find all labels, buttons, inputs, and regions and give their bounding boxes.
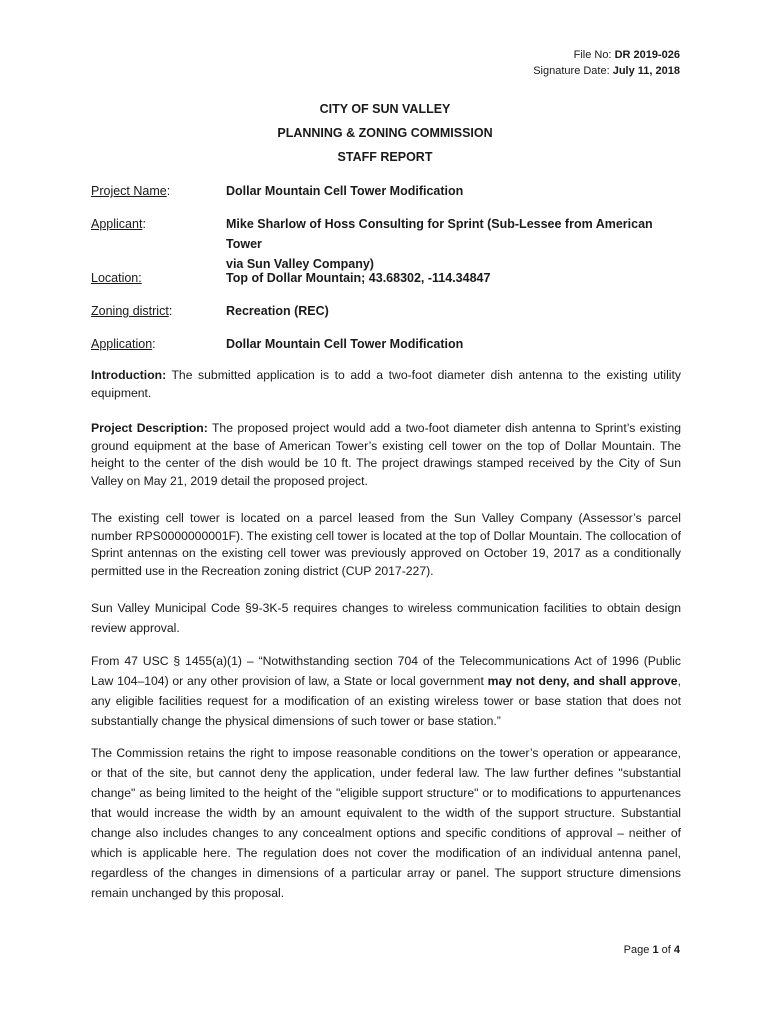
title-line-report: STAFF REPORT xyxy=(337,150,433,164)
title-line-commission: PLANNING & ZONING COMMISSION xyxy=(277,126,493,140)
project-name-label: Project Name: xyxy=(91,184,171,198)
usc-quote-emphasis: may not deny, and shall approve xyxy=(487,674,678,688)
project-description-paragraph xyxy=(91,420,681,490)
page-label: Page xyxy=(623,944,650,956)
signature-date-line xyxy=(533,63,680,79)
applicant-value xyxy=(226,214,681,274)
signature-date-label: Signature Date: xyxy=(533,65,610,77)
file-no-label: File No: xyxy=(573,49,612,61)
project-name-value: Dollar Mountain Cell Tower Modification xyxy=(226,184,464,198)
municipal-code-paragraph: Sun Valley Municipal Code §9-3K-5 requires changes to wireless communication facilities to obtain design review approval. xyxy=(91,601,681,635)
title-line-city: CITY OF SUN VALLEY xyxy=(319,102,451,116)
introduction-heading: Introduction: xyxy=(91,368,167,382)
signature-date-value: July 11, 2018 xyxy=(612,65,680,77)
file-number-line xyxy=(533,47,680,63)
page-number-footer xyxy=(624,944,680,956)
header-meta xyxy=(533,47,680,79)
applicant-value-line-1: Mike Sharlow of Hoss Consulting for Sprint (Sub-Lessee from American Tower xyxy=(226,217,653,251)
location-value: Top of Dollar Mountain; 43.68302, -114.34847 xyxy=(226,271,491,285)
location-label: Location: xyxy=(91,271,142,285)
zoning-value: Recreation (REC) xyxy=(226,304,329,318)
usc-quote-text-1: From 47 USC § 1455(a)(1) – “Notwithstanding section 704 of the Telecommunications Act of 1996 (Public Law 104–104) or any other provision of law, a State or local government xyxy=(91,654,681,688)
application-value: Dollar Mountain Cell Tower Modification xyxy=(226,337,464,351)
introduction-paragraph xyxy=(91,367,681,402)
applicant-value-line-2: via Sun Valley Company) xyxy=(226,257,374,271)
page-current: 1 xyxy=(652,944,659,956)
project-description-heading: Project Description: xyxy=(91,421,208,435)
page-total: 4 xyxy=(673,944,680,956)
project-description-text: The proposed project would add a two-foot diameter dish antenna to Sprint’s existing ground equipment at the base of American Tower’s existing cell tower on the top of Dollar Mountain. The height to the center of the dish would be 10 ft. The project drawings stamped received by the City of Sun Valley on May 21, 2019 detail the proposed project. xyxy=(91,421,681,488)
report-title xyxy=(0,97,770,169)
file-no-value: DR 2019-026 xyxy=(614,49,680,61)
zoning-label: Zoning district: xyxy=(91,304,173,318)
commission-paragraph: The Commission retains the right to impose reasonable conditions on the tower’s operation or appearance, or that of the site, but cannot deny the application, under federal law. The law further defines "substantial change" as being limited to the height of the "eligible support structure" or to modifications to appurtenances that would increase the width by an amount equivalent to the width of the support structure. Substantial change also includes changes to any concealment options and specific conditions of approval – neither of which is applicable here. The regulation does not cover the modification of an individual antenna panel, regardless of the changes in dimensions of a particular array or panel. The support structure dimensions remain unchanged by this proposal. xyxy=(91,746,681,900)
usc-quote-paragraph xyxy=(91,651,681,731)
existing-tower-paragraph: The existing cell tower is located on a parcel leased from the Sun Valley Company (Assessor’s parcel number RPS0000000001F). The existing cell tower is located at the top of Dollar Mountain. The collocation of Sprint antennas on the existing cell tower was previously approved on October 19, 2017 as a conditionally permitted use in the Recreation zoning district (CUP 2017-227). xyxy=(91,511,681,578)
applicant-label: Applicant: xyxy=(91,217,146,231)
application-label: Application: xyxy=(91,337,156,351)
introduction-text: The submitted application is to add a two-foot diameter dish antenna to the existing utility equipment. xyxy=(91,368,681,400)
usc-quote-text-2: , any eligible facilities request for a modification of an existing wireless tower or base station that does not substantially change the physical dimensions of such tower or base station.” xyxy=(91,674,681,728)
page-of-label: of xyxy=(661,944,671,956)
